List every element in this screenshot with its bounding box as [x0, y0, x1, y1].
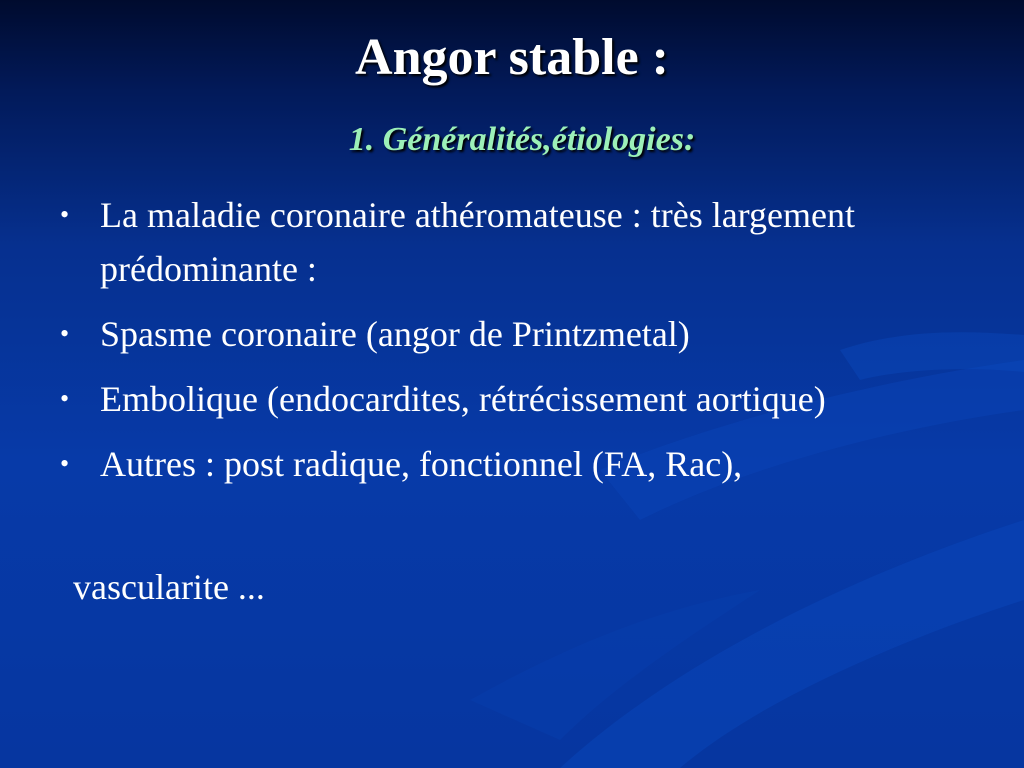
bullet-list — [60, 188, 910, 502]
slide-subtitle: 1. Généralités,étiologies: — [348, 121, 696, 158]
bullet-dot: • — [60, 200, 70, 229]
bullet-text: La maladie coronaire athéromateuse : très largement prédominante : — [100, 195, 855, 289]
slide-title: Angor stable : — [355, 29, 669, 86]
bullet-text: Spasme coronaire (angor de Printzmetal) — [100, 314, 690, 354]
bullet-item-3 — [60, 372, 910, 426]
bullet-dot: • — [60, 384, 70, 413]
bullet-text: Autres : post radique, fonctionnel (FA, Rac), — [100, 444, 743, 484]
bullet-dot: • — [60, 449, 70, 478]
bullet-item-2 — [60, 307, 910, 361]
bullet-item-4 — [60, 437, 910, 491]
bullet-dot: • — [60, 319, 70, 348]
bullet-item-1 — [60, 188, 910, 296]
bullet-text: Embolique (endocardites, rétrécissement aortique) — [100, 379, 826, 419]
continuation-text: vascularite ... — [73, 567, 265, 607]
